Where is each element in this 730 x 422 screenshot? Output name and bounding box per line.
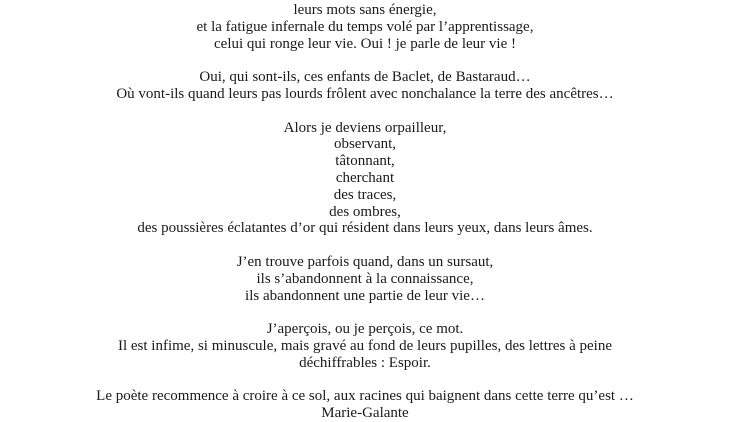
poem-line: déchiffrables : Espoir.	[299, 354, 431, 371]
poem-line: leurs mots sans énergie,	[293, 2, 437, 18]
poem-line: cherchant	[335, 169, 395, 186]
poem-line-clipped: Marie-Galante	[321, 405, 409, 422]
poem-line: ils abandonnent une partie de leur vie…	[245, 287, 485, 304]
poem-line: Alors je deviens orpailleur,	[283, 119, 447, 136]
poem-line: Le poète recommence à croire à ce sol, aux racines qui baignent dans cette terre qu’est …	[96, 388, 634, 405]
poem-line: des poussières éclatantes d’or qui résident dans leurs yeux, dans leurs âmes.	[137, 220, 593, 237]
poem-line: observant,	[333, 136, 397, 153]
poem-line: celui qui ronge leur vie. Oui ! je parle de leur vie !	[214, 35, 516, 52]
poem-line: des ombres,	[329, 203, 401, 220]
poem-line: Il est infime, si minuscule, mais gravé au fond de leurs pupilles, des lettres à peine	[117, 337, 613, 354]
poem-blank-line	[0, 52, 730, 69]
poem-line: J’en trouve parfois quand, dans un sursaut,	[236, 253, 494, 270]
poem-blank-line	[0, 304, 730, 321]
poem-line: tâtonnant,	[335, 153, 395, 170]
poem-line: Où vont-ils quand leurs pas lourds frôlent avec nonchalance la terre des ancêtres…	[116, 85, 614, 102]
poem-line: des traces,	[333, 186, 397, 203]
poem-blank-line	[0, 103, 730, 120]
poem-blank-line	[0, 237, 730, 254]
poem-blank-line	[0, 372, 730, 389]
poem-line: ils s’abandonnent à la connaissance,	[256, 270, 474, 287]
poem-line: et la fatigue infernale du temps volé par l’apprentissage,	[196, 18, 534, 35]
poem-line: J’aperçois, ou je perçois, ce mot.	[266, 321, 464, 338]
poem-line: Oui, qui sont-ils, ces enfants de Baclet, de Bastaraud…	[199, 69, 531, 86]
